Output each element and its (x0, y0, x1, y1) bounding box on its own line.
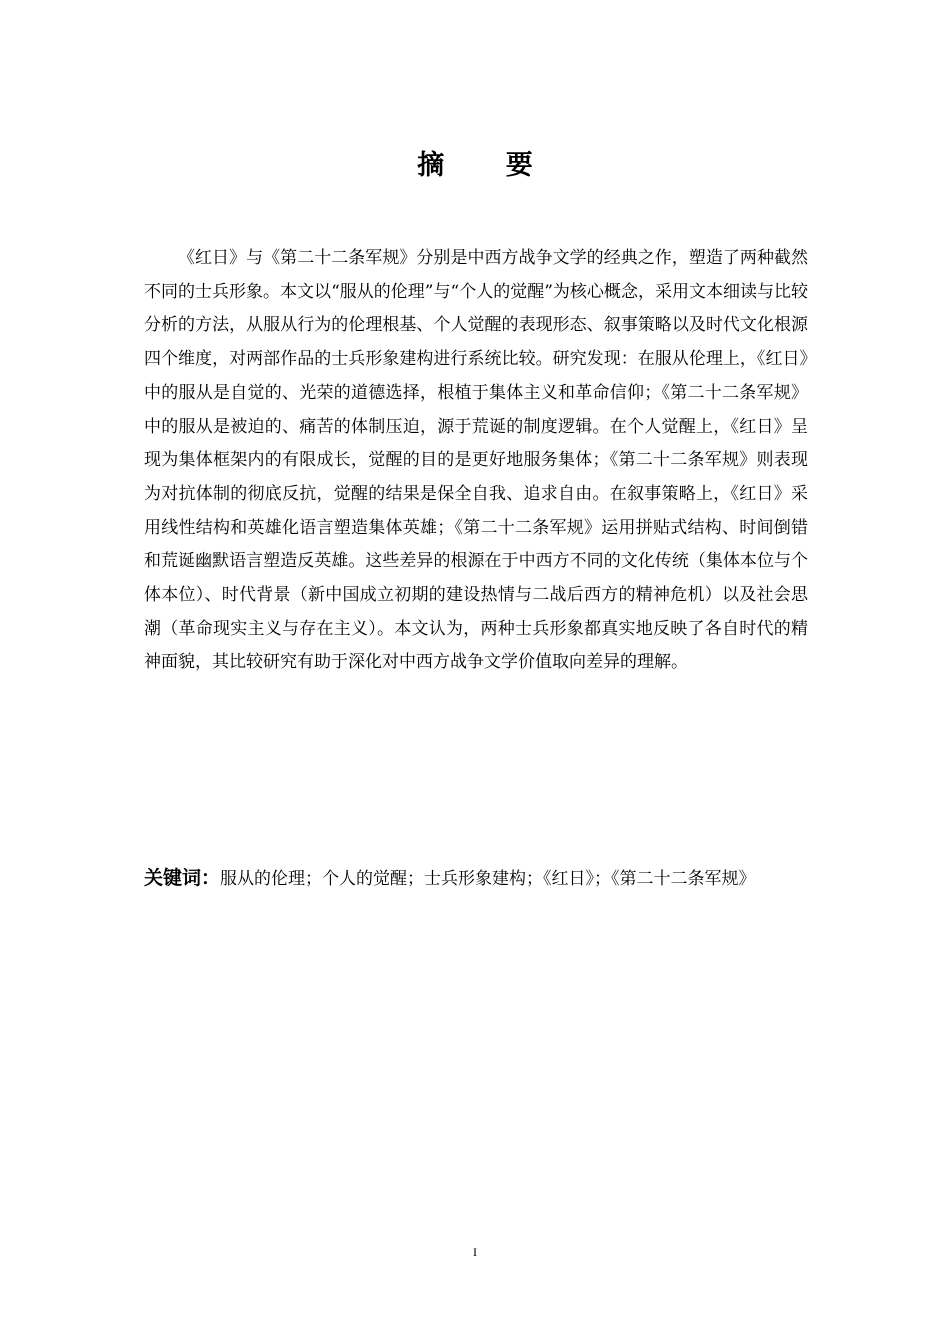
keywords-label: 关键词： (144, 867, 221, 889)
keywords-list: 服从的伦理；个人的觉醒；士兵形象建构；《红日》；《第二十二条军规》 (220, 869, 756, 889)
abstract-body: 《红日》与《第二十二条军规》分别是中西方战争文学的经典之作，塑造了两种截然不同的士兵形象。本文以“服从的伦理”与“个人的觉醒”为核心概念，采用文本细读与比较分析的方法，从服从行为的伦理根基、个人觉醒的表现形态、叙事策略以及时代文化根源四个维度，对两部作品的士兵形象建构进行系统比较。研究发现：在服从伦理上，《红日》中的服从是自觉的、光荣的道德选择，根植于集体主义和革命信仰；《第二十二条军规》中的服从是被迫的、痛苦的体制压迫，源于荒诞的制度逻辑。在个人觉醒上，《红日》呈现为集体框架内的有限成长，觉醒的目的是更好地服务集体；《第二十二条军规》则表现为对抗体制的彻底反抗，觉醒的结果是保全自我、追求自由。在叙事策略上，《红日》采用线性结构和英雄化语言塑造集体英雄；《第二十二条军规》运用拼贴式结构、时间倒错和荒诞幽默语言塑造反英雄。这些差异的根源在于中西方不同的文化传统（集体本位与个体本位）、时代背景（新中国成立初期的建设热情与二战后西方的精神危机）以及社会思潮（革命现实主义与存在主义）。本文认为，两种士兵形象都真实地反映了各自时代的精神面貌，其比较研究有助于深化对中西方战争文学价值取向差异的理解。 (144, 248, 808, 673)
abstract-title: 摘 要 (417, 150, 559, 181)
keywords-section (144, 859, 808, 898)
page-number: I (473, 1245, 477, 1259)
